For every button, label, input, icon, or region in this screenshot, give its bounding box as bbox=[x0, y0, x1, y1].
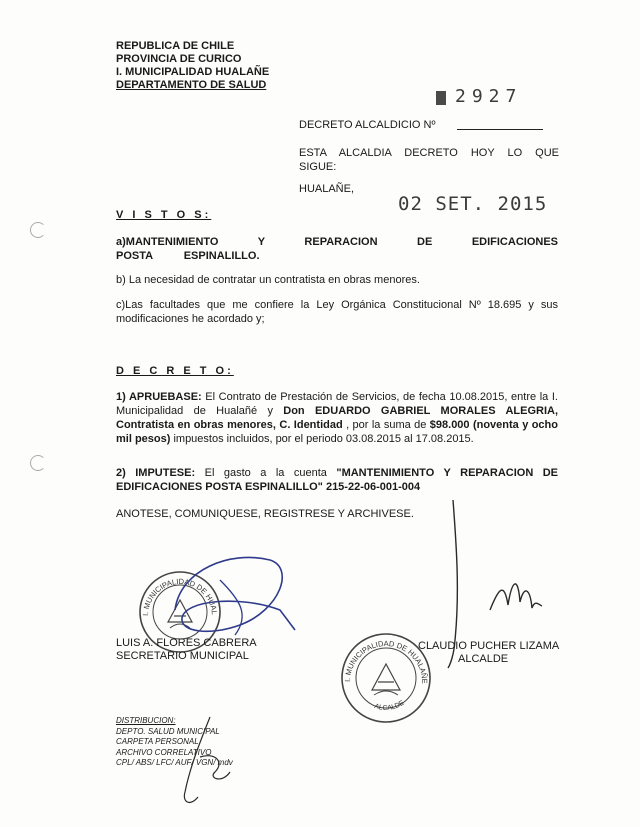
header-line-country: REPUBLICA DE CHILE bbox=[116, 40, 235, 52]
p2-text-1: El gasto a la cuenta bbox=[195, 467, 337, 479]
header-line-province: PROVINCIA DE CURICO bbox=[116, 53, 242, 65]
distribution-line-1: DEPTO. SALUD MUNICIPAL bbox=[116, 726, 220, 736]
p1-text-2: , por la suma de bbox=[342, 419, 430, 431]
seal-right-bottom: ALCALDE bbox=[373, 699, 406, 713]
esta-line-2: SIGUE: bbox=[299, 161, 337, 173]
secretary-title: SECRETARIO MUNICIPAL bbox=[116, 650, 249, 662]
closing-line: ANOTESE, COMUNIQUESE, REGISTRESE Y ARCHIVESE. bbox=[116, 508, 414, 520]
vistos-title: V I S T O S: bbox=[116, 209, 212, 221]
p1-text-3: impuestos incluidos, por el periodo 03.08.2015 al 17.08.2015. bbox=[170, 433, 474, 445]
vistos-item-b: b) La necesidad de contratar un contratista en obras menores. bbox=[116, 274, 420, 286]
decreto-title: D E C R E T O: bbox=[116, 365, 234, 377]
decreto-paragraph-1 bbox=[116, 390, 558, 446]
distribution-title: DISTRIBUCION: bbox=[116, 716, 176, 725]
stamp-mark-icon bbox=[436, 91, 446, 105]
mayor-title: ALCALDE bbox=[458, 653, 509, 665]
header-line-municipality: I. MUNICIPALIDAD HUALAÑE bbox=[116, 66, 270, 78]
decree-number-line bbox=[457, 129, 543, 130]
seal-right-text: I. MUNICIPALIDAD DE HUALAÑE bbox=[342, 638, 430, 684]
p2-account: "MANTENIMIENTO Y REPARACION DE EDIFICACIONES POSTA ESPINALILLO" 215-22-06-001-004 bbox=[116, 467, 559, 493]
seal-left-text: I. MUNICIPALIDAD DE HUAL bbox=[140, 576, 220, 617]
vistos-item-a: a)MANTENIMIENTO Y REPARACION DE EDIFICACIONES POSTA ESPINALILLO. bbox=[116, 236, 558, 262]
decree-label: DECRETO ALCALDICIO Nº bbox=[299, 119, 436, 131]
header-line-department: DEPARTAMENTO DE SALUD bbox=[116, 79, 267, 91]
distribution-line-3: ARCHIVO CORRELATIVO bbox=[116, 747, 212, 757]
date-stamp: 02 SET. 2015 bbox=[398, 193, 548, 215]
decree-number-stamp: 2927 bbox=[455, 86, 523, 107]
apruebase-label: 1) APRUEBASE: bbox=[116, 391, 202, 403]
signatory-right bbox=[418, 640, 559, 666]
distribution-line-2: CARPETA PERSONAL bbox=[116, 737, 199, 746]
imputese-label: 2) IMPUTESE: bbox=[116, 467, 196, 479]
mayor-name: CLAUDIO PUCHER LIZAMA bbox=[418, 640, 560, 652]
initials-scribble-icon bbox=[170, 712, 250, 812]
distribution-line-4: CPL/ ABS/ LFC/ AUF/ VGN/ mdv bbox=[116, 758, 233, 767]
punch-hole-bottom bbox=[30, 455, 46, 471]
signatory-left bbox=[116, 637, 257, 663]
place-label: HUALAÑE, bbox=[299, 183, 355, 195]
vistos-item-c: c)Las facultades que me confiere la Ley Orgánica Constitucional Nº 18.695 y sus modificaciones he acordado y; bbox=[116, 299, 558, 325]
letterhead bbox=[116, 40, 269, 92]
secretary-name: LUIS A. FLORES CABRERA bbox=[116, 637, 257, 649]
p1-text-1: El Contrato de Prestación de Servicios, de fecha 10.08.2015, entre la I. Municipalidad de Hualañé y bbox=[116, 391, 558, 417]
p1-contractor: Don EDUARDO GABRIEL MORALES ALEGRIA, Contratista en obras menores, C. Identidad bbox=[116, 405, 558, 431]
punch-hole-top bbox=[30, 222, 46, 238]
esta-alcaldia-text bbox=[299, 146, 559, 174]
p1-amount: $98.000 (noventa y ocho mil pesos) bbox=[116, 419, 558, 445]
esta-line-1: ESTA ALCALDIA DECRETO HOY LO QUE bbox=[299, 147, 559, 159]
svg-text:ALCALDE bbox=[373, 699, 405, 712]
